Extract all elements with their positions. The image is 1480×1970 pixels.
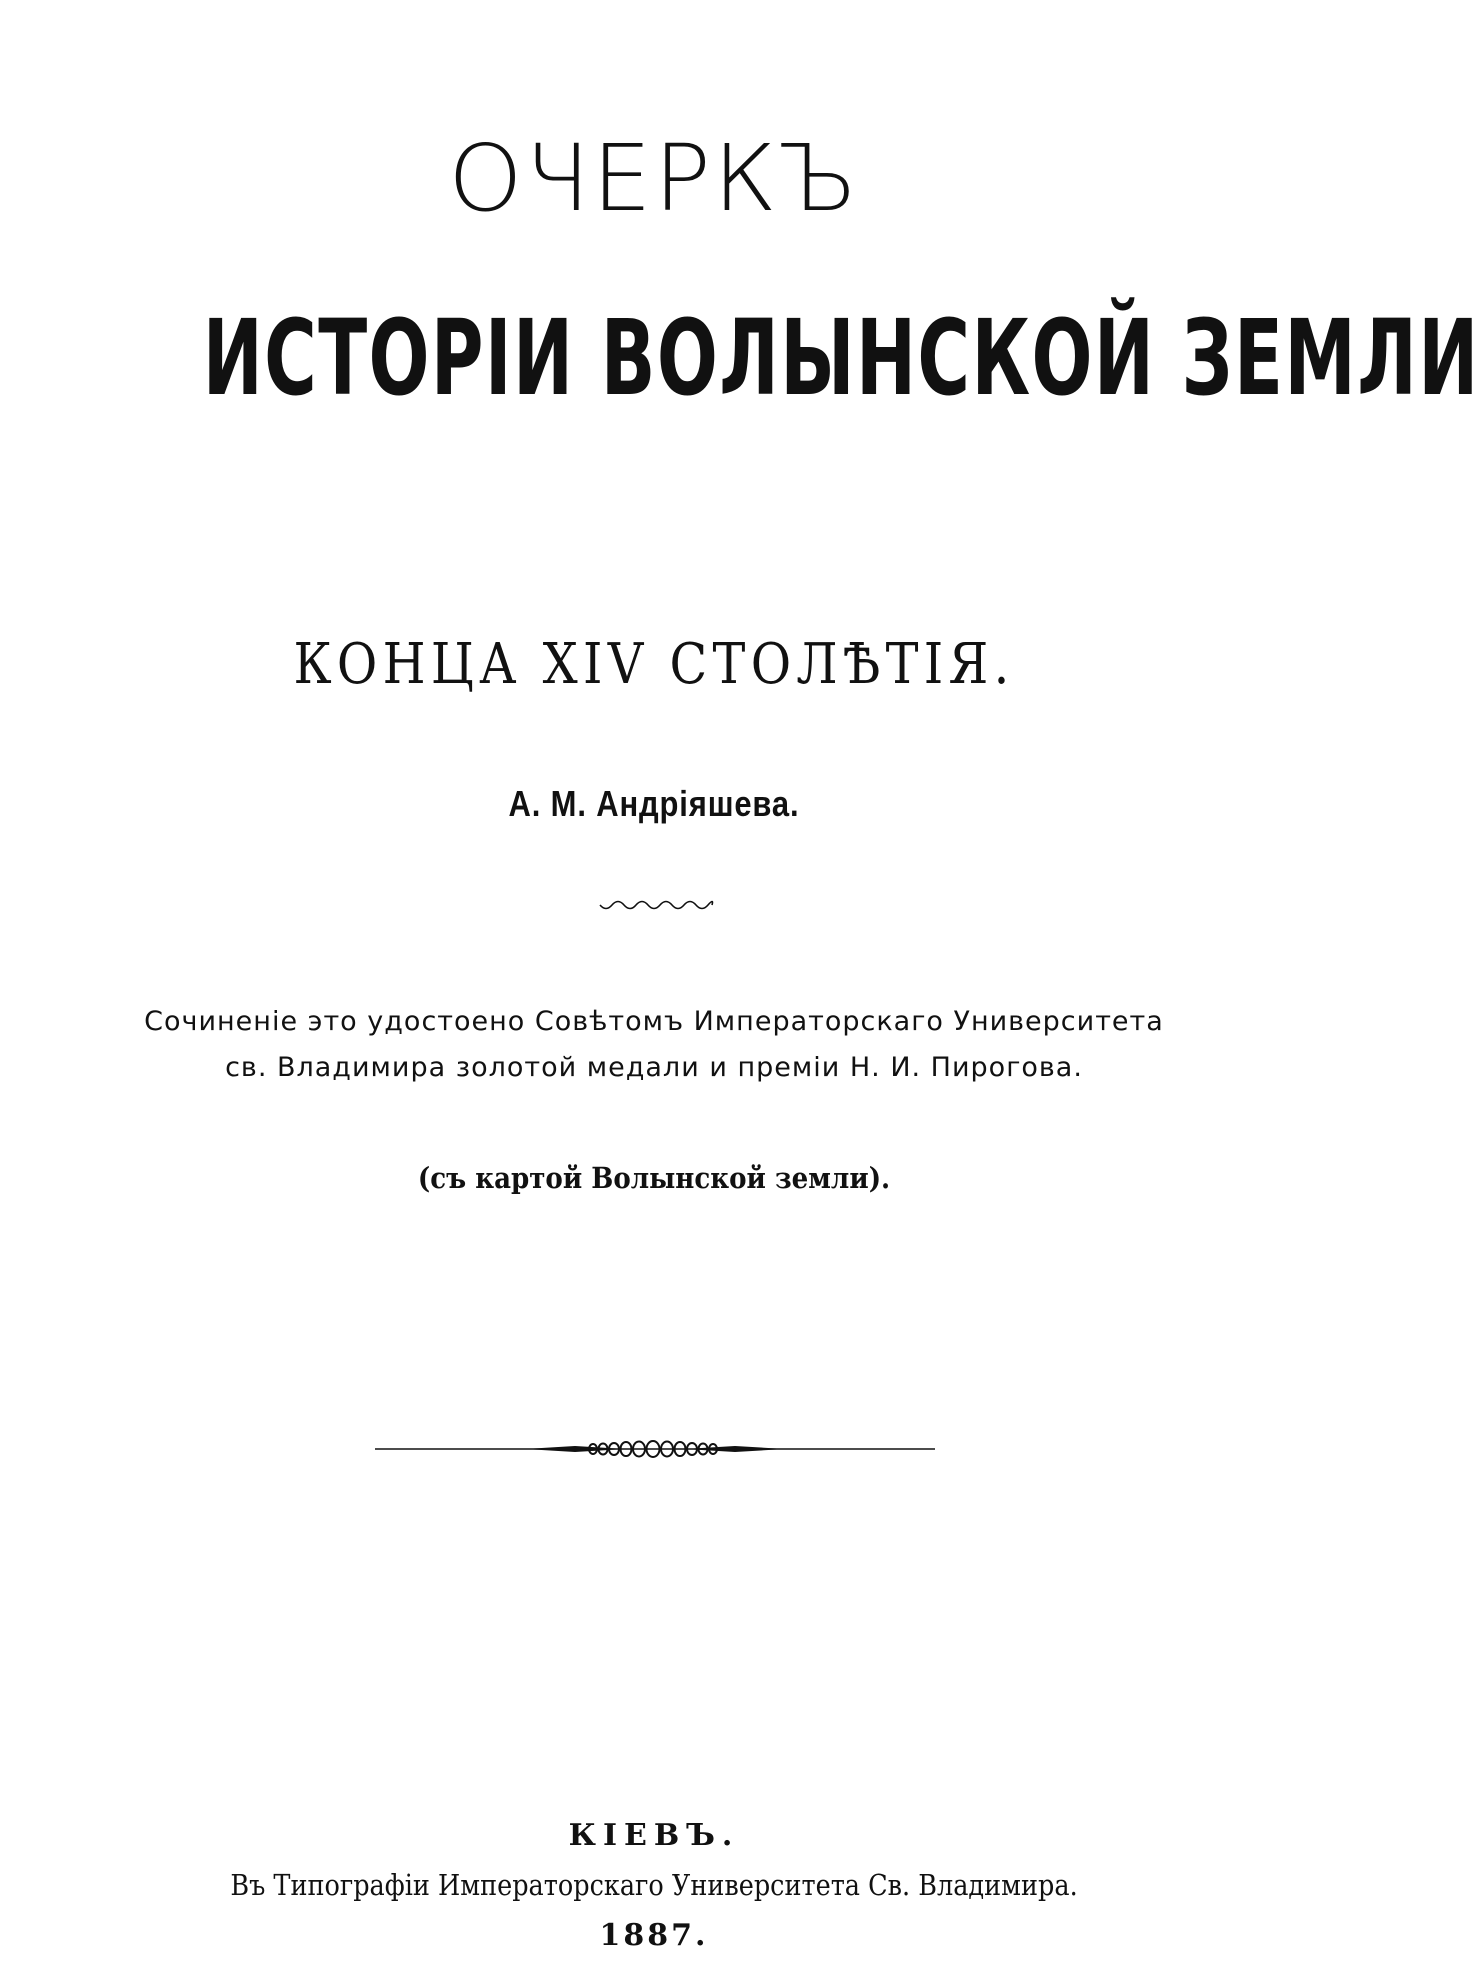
wavy-divider-icon bbox=[598, 900, 714, 914]
ornamental-rule-icon bbox=[375, 1437, 935, 1461]
subtitle: КОНЦА XIV СТОЛѢТІЯ. bbox=[293, 632, 1015, 697]
author-name: А. М. Андріяшева. bbox=[508, 783, 800, 824]
title-top: ОЧЕРКЪ bbox=[448, 125, 860, 232]
award-line-2: св. Владимира золотой медали и преміи Н. И. Пирогова. bbox=[225, 1052, 1083, 1083]
map-note: (съ картой Волынской земли). bbox=[417, 1161, 891, 1195]
award-line-1: Сочиненіе это удостоено Совѣтомъ Императорскаго Университета bbox=[144, 1006, 1164, 1037]
imprint-printer: Въ Типографіи Императорскаго Университета Св. Владимира. bbox=[230, 1868, 1078, 1902]
title-main: ИСТОРІИ ВОЛЫНСКОЙ ЗЕМЛИ bbox=[202, 297, 1480, 419]
imprint-city: КІЕВЪ. bbox=[568, 1818, 740, 1853]
imprint-year: 1887. bbox=[599, 1918, 709, 1953]
